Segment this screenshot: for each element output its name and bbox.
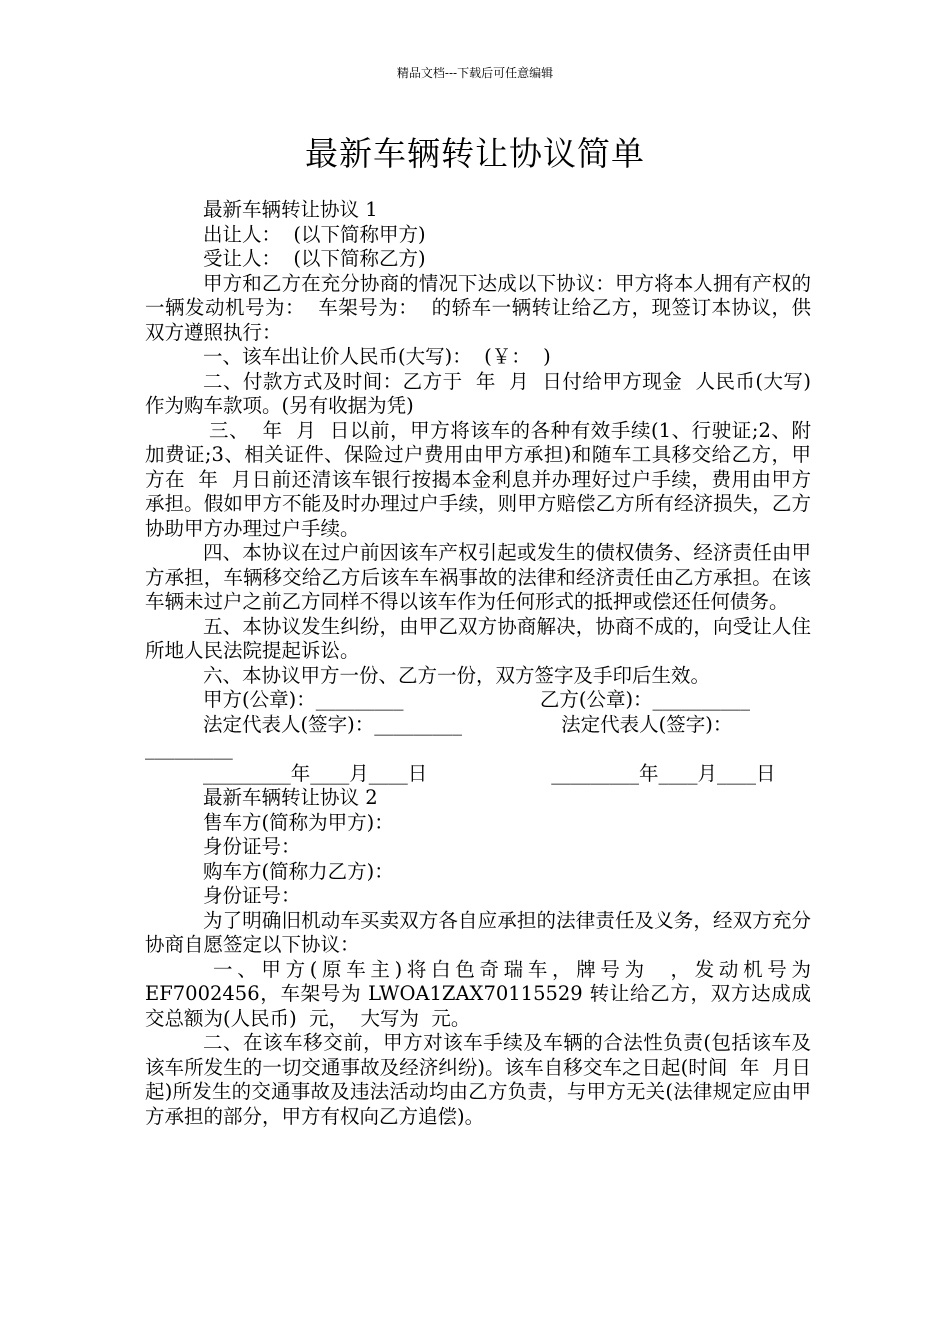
date-line: _________年____月____日 _________年____月____日 [203, 761, 776, 785]
clause-3: 三、 年 月 日以前，甲方将该车的各种有效手续(1、行驶证;2、附加费证;3、相关证件、保险过户费用由甲方承担)和随车工具移交给乙方，甲方在 年 月日前还清该车银行按揭本金利息并办理好过户手续，费用由甲方承担。假如甲方不能及时办理过户手续，则甲方赔偿乙方所有经济损失，乙方协助甲方办理过户手续。 [145, 418, 811, 540]
seller-line: 售车方(简称为甲方)： [203, 810, 394, 834]
document-body [145, 198, 818, 1129]
transferee-line: 受让人： (以下简称乙方) [203, 247, 426, 270]
clause-6: 六、本协议甲方一份、乙方一份，双方签字及手印后生效。 [203, 663, 711, 687]
agreement-2-heading: 最新车辆转让协议 2 [203, 786, 378, 809]
agreement-1-heading: 最新车辆转让协议 1 [203, 198, 378, 221]
representative-signature-line: 法定代表人(签字)：_________ 法定代表人(签字)：_________ [145, 712, 733, 760]
clause-2: 二、付款方式及时间：乙方于 年 月 日付给甲方现金 人民币(大写) 作为购车款项。(另有收据为凭) [145, 369, 818, 417]
seller-id-line: 身份证号： [203, 835, 301, 858]
agreement-2-clause-1: 一、甲方(原车主)将白色奇瑞车，牌号为 ，发动机号为 EF7002456，车架号为 LWOA1ZAX70115529 转让给乙方，双方达成成交总额为(人民币) 元， 大写为 元。 [145, 957, 818, 1030]
clause-5: 五、本协议发生纠纷，由甲乙双方协商解决，协商不成的，向受让人住所地人民法院提起诉讼。 [145, 614, 811, 662]
document-title: 最新车辆转让协议简单 [305, 134, 645, 173]
transferor-line: 出让人： (以下简称甲方) [203, 222, 426, 246]
buyer-line: 购车方(简称力乙方)： [203, 859, 394, 883]
header-note: 精品文档---下载后可任意编辑 [396, 66, 554, 80]
clause-1: 一、该车出让价人民币(大写)： (￥： ) [203, 345, 551, 368]
agreement-2-intro: 为了明确旧机动车买卖双方各自应承担的法律责任及义务，经双方充分协商自愿签定以下协议： [145, 908, 811, 956]
clause-4: 四、本协议在过户前因该车产权引起或发生的债权债务、经济责任由甲方承担，车辆移交给乙方后该车车祸事故的法律和经济责任由乙方承担。在该车辆未过户之前乙方同样不得以该车作为任何形式的抵押或偿还任何债务。 [145, 541, 811, 613]
intro-paragraph: 甲方和乙方在充分协商的情况下达成以下协议：甲方将本人拥有产权的一辆发动机号为： 车架号为： 的轿车一辆转让给乙方，现签订本协议，供双方遵照执行： [145, 271, 811, 344]
seal-line: 甲方(公章)：_________ 乙方(公章)：__________ [203, 688, 751, 711]
buyer-id-line: 身份证号： [203, 884, 301, 907]
agreement-2-clause-2: 二、在该车移交前，甲方对该车手续及车辆的合法性负责(包括该车及该车所发生的一切交通事故及经济纠纷)。该车自移交车之日起(时间 年 月日起)所发生的交通事故及违法活动均由乙方负责，与甲方无关(法律规定应由甲方承担的部分，甲方有权向乙方追偿)。 [145, 1031, 811, 1128]
